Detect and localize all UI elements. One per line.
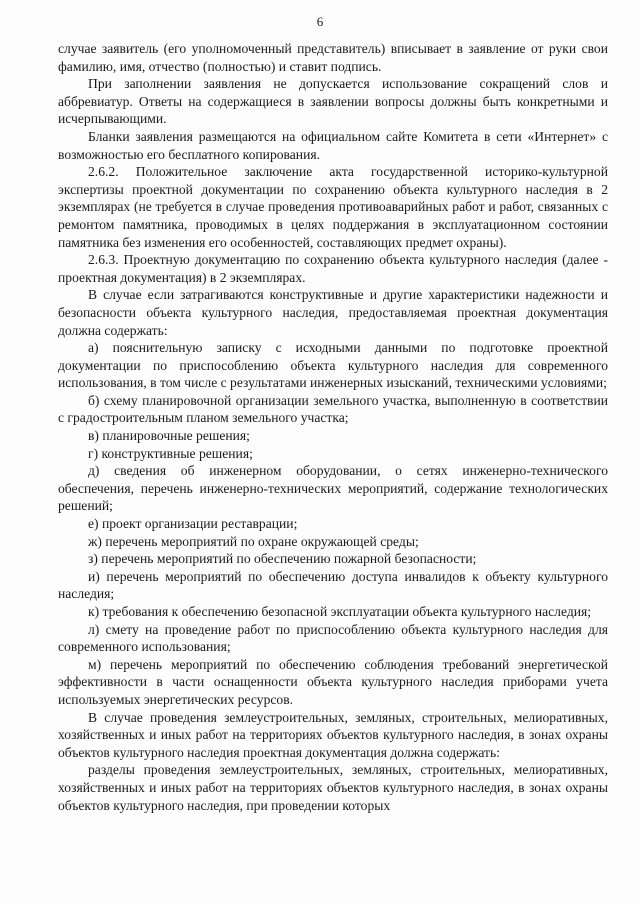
- list-item-v: в) планировочные решения;: [88, 428, 250, 444]
- list-item-m: м) перечень мероприятий по обеспечению соблюдения требований энергетической эффективности в части оснащенности объекта культурного наследия приборами учета используемых энергетических ресурсов.: [58, 656, 608, 707]
- paragraph-continuation: случае заявитель (его уполномоченный представитель) вписывает в заявление от руки свои фамилию, имя, отчество (полностью) и ставит подпись.: [58, 41, 608, 74]
- document-body: [58, 40, 608, 814]
- list-item-l: л) смету на проведение работ по приспособлению объекта культурного наследия для современного использования;: [58, 621, 608, 655]
- paragraph-protection-zones: В случае проведения землеустроительных, земляных, строительных, мелиоративных, хозяйственных и иных работ на территориях объектов культурного наследия, в зонах охраны объектов культурного наследия проектная документация должна содержать:: [58, 709, 608, 760]
- list-item-zh: ж) перечень мероприятий по охране окружающей среды;: [88, 533, 419, 549]
- paragraph-no-abbreviations: При заполнении заявления не допускается использование сокращений слов и аббревиатур. Ответы на содержащиеся в заявлении вопросы должны быть конкретными и исчерпывающими.: [58, 76, 608, 127]
- paragraph-documentation-intro: В случае если затрагиваются конструктивные и другие характеристики надежности и безопасности объекта культурного наследия, предоставляемая проектная документация должна содержать:: [58, 287, 608, 338]
- list-item-a: а) пояснительную записку с исходными данными по подготовке проектной документации по приспособлению объекта культурного наследия для современного использования, в том числе с результатами инженерных изысканий, техническими условиями;: [58, 340, 608, 391]
- paragraph-sections: разделы проведения землеустроительных, земляных, строительных, мелиоративных, хозяйственных и иных работ на территориях объектов культурного наследия, в зонах охраны объектов культурного наследия, при проведении которых: [58, 762, 608, 813]
- paragraph-2-6-3: 2.6.3. Проектную документацию по сохранению объекта культурного наследия (далее - проектная документация) в 2 экземплярах.: [58, 252, 608, 285]
- paragraph-application-forms: Бланки заявления размещаются на официальном сайте Комитета в сети «Интернет» с возможностью его бесплатного копирования.: [58, 128, 608, 162]
- list-item-e: е) проект организации реставрации;: [88, 516, 298, 532]
- page-number: 6: [316, 14, 324, 29]
- list-item-g: г) конструктивные решения;: [88, 445, 253, 461]
- list-item-z: з) перечень мероприятий по обеспечению пожарной безопасности;: [88, 551, 477, 567]
- list-item-d: д) сведения об инженерном оборудовании, о сетях инженерно-технического обеспечения, перечень инженерно-технических мероприятий, содержание технологических решений;: [58, 463, 608, 514]
- paragraph-2-6-2: 2.6.2. Положительное заключение акта государственной историко-культурной экспертизы проектной документации по сохранению объекта культурного наследия в 2 экземплярах (не требуется в случае проведения противоаварийных работ и работ, связанных с ремонтом памятника, проводимых в целях поддержания в эксплуатационном состоянии памятника без изменения его особенностей, составляющих предмет охраны).: [58, 164, 608, 250]
- list-item-b: б) схему планировочной организации земельного участка, выполненную в соответствии с градостроительным планом земельного участка;: [58, 392, 608, 426]
- list-item-k: к) требования к обеспечению безопасной эксплуатации объекта культурного наследия;: [88, 604, 592, 619]
- list-item-i: и) перечень мероприятий по обеспечению доступа инвалидов к объекту культурного наследия;: [58, 568, 608, 602]
